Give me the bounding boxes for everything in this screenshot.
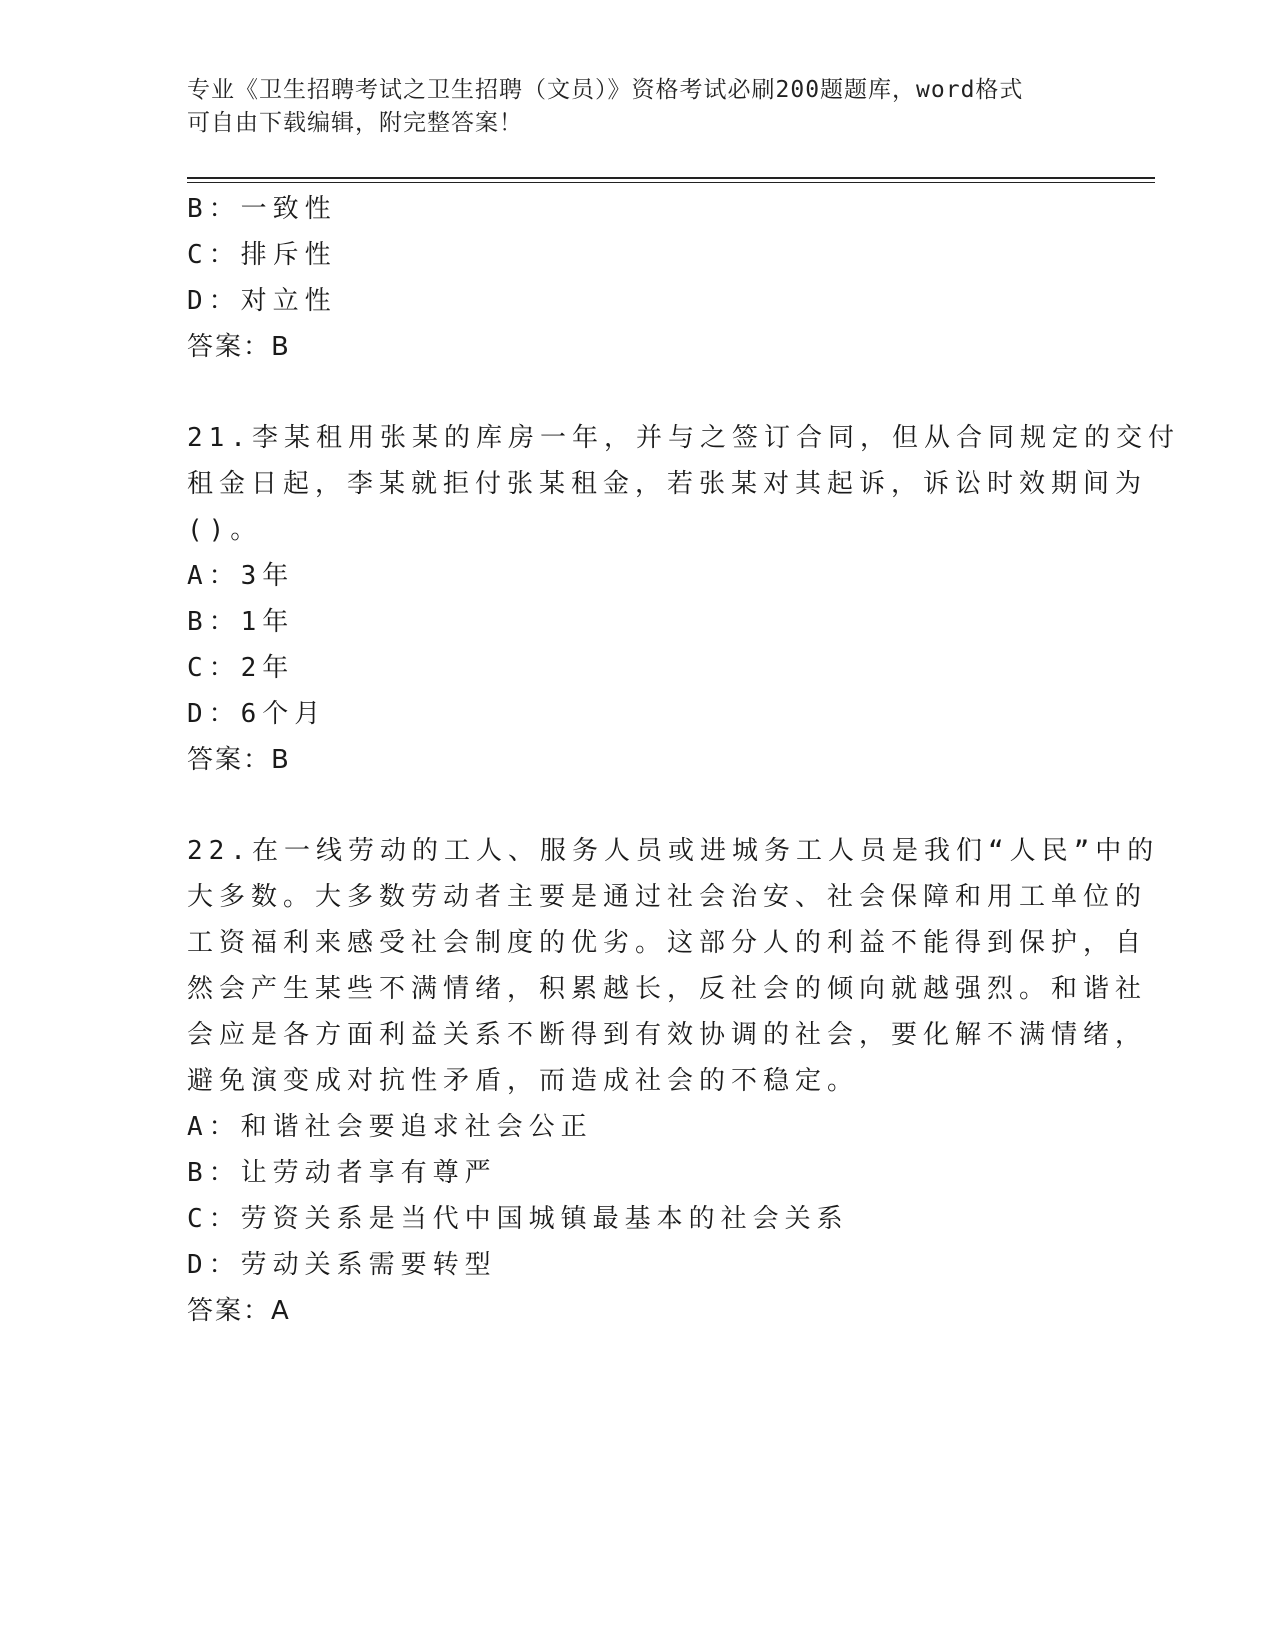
q22-stem-line-3: 工资福利来感受社会制度的优劣。这部分人的利益不能得到保护，自 <box>187 928 1148 958</box>
header-divider-thick <box>187 177 1155 179</box>
q21-stem-line-3: ()。 <box>187 515 263 545</box>
question-content <box>187 186 1180 1334</box>
q21-stem-line-2: 租金日起，李某就拒付张某租金，若张某对其起诉，诉讼时效期间为 <box>187 469 1148 499</box>
q22-answer: 答案：A <box>187 1296 291 1326</box>
q20-option-b: B：一致性 <box>187 194 337 224</box>
question-21 <box>187 415 1180 783</box>
header-title-line-2: 可自由下载编辑，附完整答案！ <box>187 110 523 136</box>
q22-stem-line-2: 大多数。大多数劳动者主要是通过社会治安、社会保障和用工单位的 <box>187 882 1148 912</box>
q21-stem-line-1: 21.李某租用张某的库房一年，并与之签订合同，但从合同规定的交付 <box>187 423 1180 453</box>
q21-option-b: B：1年 <box>187 607 295 637</box>
q20-option-d: D：对立性 <box>187 286 337 316</box>
question-22 <box>187 828 1160 1334</box>
q22-option-b: B：让劳动者享有尊严 <box>187 1158 497 1188</box>
q22-option-d: D：劳动关系需要转型 <box>187 1250 497 1280</box>
q22-option-a: A：和谐社会要追求社会公正 <box>187 1112 593 1142</box>
header-title-line-1: 专业《卫生招聘考试之卫生招聘（文员）》资格考试必刷200题题库，word格式 <box>187 77 1024 103</box>
q22-stem-line-1: 22.在一线劳动的工人、服务人员或进城务工人员是我们“人民”中的 <box>187 836 1160 866</box>
header-divider-thin <box>187 182 1155 183</box>
question-20-continued <box>187 186 1067 370</box>
q22-stem-line-4: 然会产生某些不满情绪，积累越长，反社会的倾向就越强烈。和谐社 <box>187 974 1148 1004</box>
q21-option-a: A：3年 <box>187 561 295 591</box>
q20-answer: 答案：B <box>187 332 291 362</box>
document-header <box>187 74 1067 140</box>
q21-option-c: C：2年 <box>187 653 295 683</box>
question-spacer <box>187 370 1067 415</box>
question-spacer <box>187 783 1067 828</box>
q21-answer: 答案：B <box>187 745 291 775</box>
q22-option-c: C：劳资关系是当代中国城镇最基本的社会关系 <box>187 1204 849 1234</box>
q21-option-d: D：6个月 <box>187 699 327 729</box>
q22-stem-line-6: 避免演变成对抗性矛盾，而造成社会的不稳定。 <box>187 1066 860 1096</box>
q22-stem-line-5: 会应是各方面利益关系不断得到有效协调的社会，要化解不满情绪， <box>187 1020 1148 1050</box>
q20-option-c: C：排斥性 <box>187 240 337 270</box>
